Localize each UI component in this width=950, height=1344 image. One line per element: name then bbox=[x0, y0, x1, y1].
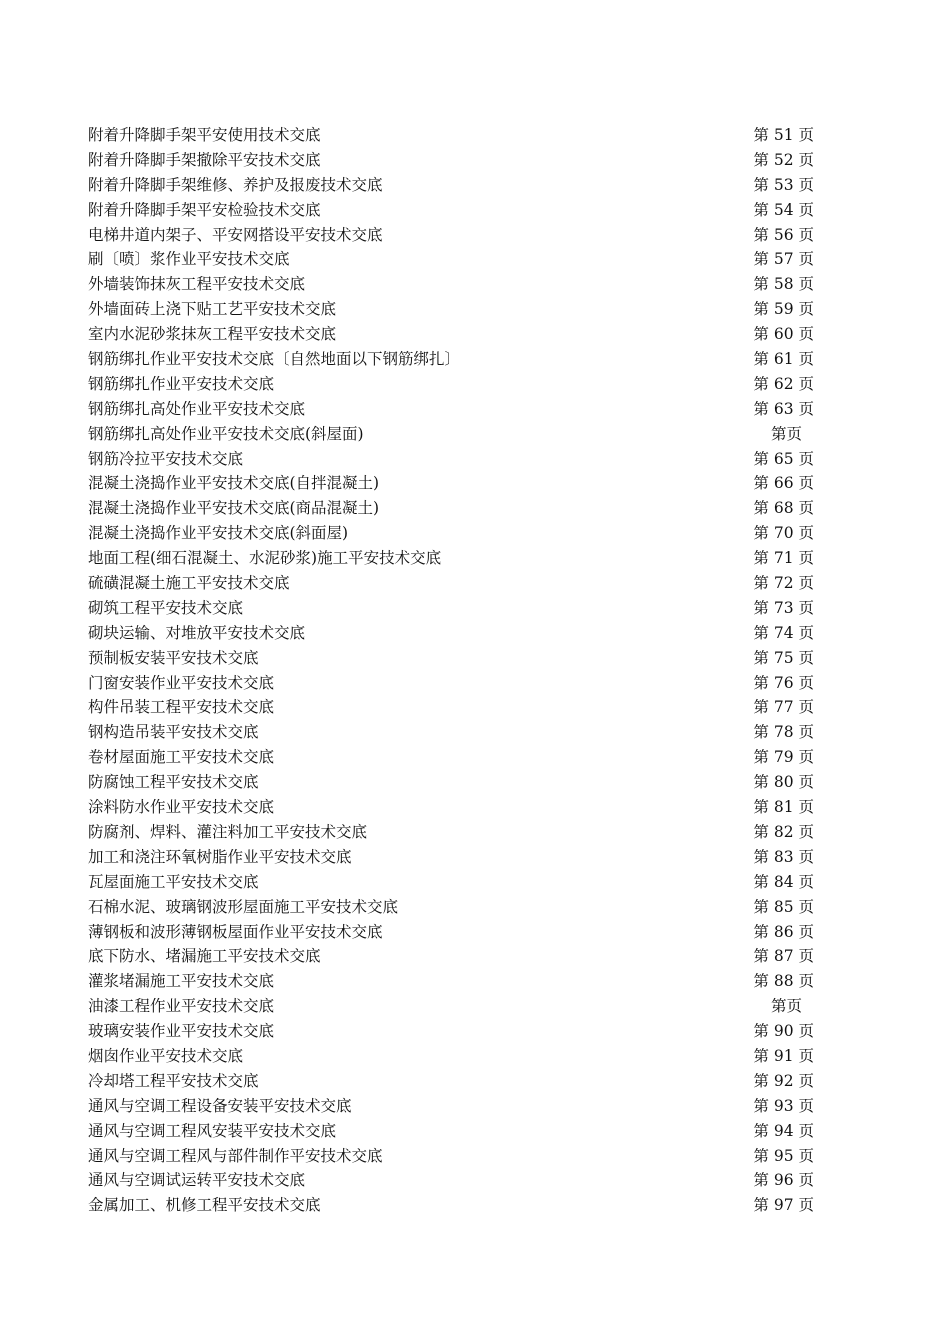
toc-entry-title: 通风与空调工程风与部件制作平安技术交底 bbox=[88, 1146, 383, 1165]
toc-entry-title: 涂料防水作业平安技术交底 bbox=[88, 798, 275, 817]
toc-entry-title: 混凝土浇捣作业平安技术交底(斜面屋) bbox=[88, 524, 349, 543]
toc-entry-title: 附着升降脚手架维修、养护及报废技术交底 bbox=[88, 175, 383, 194]
toc-entry bbox=[88, 223, 814, 248]
toc-entry bbox=[88, 322, 814, 347]
toc-entry-page: 第 59 页 bbox=[753, 300, 814, 319]
toc-entry bbox=[88, 895, 814, 920]
toc-entry bbox=[88, 521, 814, 546]
toc-entry-page: 第 68 页 bbox=[753, 499, 814, 518]
toc-entry-title: 门窗安装作业平安技术交底 bbox=[88, 673, 275, 692]
toc-entry bbox=[88, 646, 814, 671]
toc-entry bbox=[88, 920, 814, 945]
toc-entry-page: 第 74 页 bbox=[753, 623, 814, 642]
toc-entry-title: 外墙面砖上浇下贴工艺平安技术交底 bbox=[88, 300, 337, 319]
toc-entry-page: 第 56 页 bbox=[753, 225, 814, 244]
toc-entry-page: 第 96 页 bbox=[753, 1171, 814, 1190]
toc-entry bbox=[88, 297, 814, 322]
toc-entry bbox=[88, 148, 814, 173]
toc-entry bbox=[88, 845, 814, 870]
toc-entry-title: 钢筋绑扎高处作业平安技术交底(斜屋面) bbox=[88, 424, 364, 443]
toc-entry bbox=[88, 123, 814, 148]
toc-entry-page: 第 78 页 bbox=[753, 723, 814, 742]
toc-entry bbox=[88, 347, 814, 372]
toc-entry-page: 第 57 页 bbox=[753, 250, 814, 269]
toc-entry-title: 混凝土浇捣作业平安技术交底(自拌混凝土) bbox=[88, 474, 380, 493]
toc-entry-page: 第 52 页 bbox=[753, 150, 814, 169]
toc-entry-title: 附着升降脚手架平安使用技术交底 bbox=[88, 126, 321, 144]
toc-entry-title: 硫磺混凝土施工平安技术交底 bbox=[88, 574, 290, 593]
toc-entry-page: 第 95 页 bbox=[753, 1146, 814, 1165]
toc-entry-title: 砌筑工程平安技术交底 bbox=[88, 598, 244, 617]
toc-entry-title: 附着升降脚手架撤除平安技术交底 bbox=[88, 150, 321, 169]
toc-entry bbox=[88, 496, 814, 521]
toc-entry-title: 附着升降脚手架平安检验技术交底 bbox=[88, 200, 321, 219]
toc-entry bbox=[88, 1044, 814, 1069]
toc-entry bbox=[88, 272, 814, 297]
toc-entry-title: 钢构造吊装平安技术交底 bbox=[88, 723, 259, 742]
toc-entry bbox=[88, 1168, 814, 1193]
toc-entry bbox=[88, 770, 814, 795]
toc-entry bbox=[88, 994, 814, 1019]
toc-entry-page: 第页 bbox=[770, 997, 802, 1016]
toc-entry-title: 卷材屋面施工平安技术交底 bbox=[88, 748, 275, 767]
toc-entry bbox=[88, 671, 814, 696]
toc-entry-page: 第 94 页 bbox=[753, 1121, 814, 1140]
toc-entry-title: 通风与空调工程设备安装平安技术交底 bbox=[88, 1096, 352, 1115]
toc-entry-page: 第 81 页 bbox=[753, 798, 814, 817]
toc-entry-page: 第 79 页 bbox=[753, 748, 814, 767]
toc-entry-page: 第 72 页 bbox=[753, 574, 814, 593]
toc-entry-page: 第 88 页 bbox=[753, 972, 814, 991]
toc-entry-title: 混凝土浇捣作业平安技术交底(商品混凝土) bbox=[88, 499, 380, 518]
toc-entry-title: 地面工程(细石混凝土、水泥砂浆)施工平安技术交底 bbox=[88, 549, 442, 568]
toc-entry-title: 构件吊装工程平安技术交底 bbox=[88, 698, 275, 717]
toc-entry bbox=[88, 198, 814, 223]
toc-entry-title: 金属加工、机修工程平安技术交底 bbox=[88, 1196, 321, 1215]
toc-entry-page: 第 51 页 bbox=[753, 126, 814, 144]
toc-entry-title: 通风与空调试运转平安技术交底 bbox=[88, 1171, 306, 1190]
toc-entry-page: 第 71 页 bbox=[753, 549, 814, 568]
toc-entry bbox=[88, 720, 814, 745]
toc-entry-title: 钢筋绑扎作业平安技术交底〔自然地面以下钢筋绑扎〕 bbox=[88, 350, 461, 369]
toc-entry bbox=[88, 1144, 814, 1169]
toc-entry-title: 钢筋绑扎作业平安技术交底 bbox=[88, 374, 275, 393]
toc-entry bbox=[88, 745, 814, 770]
toc-entry-page: 第 90 页 bbox=[753, 1022, 814, 1041]
toc-entry-page: 第 61 页 bbox=[753, 350, 814, 369]
toc-entry-title: 防腐蚀工程平安技术交底 bbox=[88, 773, 259, 792]
toc-entry-page: 第 73 页 bbox=[753, 598, 814, 617]
toc-entry-page: 第 63 页 bbox=[753, 399, 814, 418]
toc-entry bbox=[88, 1119, 814, 1144]
toc-entry-title: 底下防水、堵漏施工平安技术交底 bbox=[88, 947, 321, 966]
toc-entry-title: 灌浆堵漏施工平安技术交底 bbox=[88, 972, 275, 991]
toc-entry bbox=[88, 1193, 814, 1218]
toc-entry-title: 钢筋冷拉平安技术交底 bbox=[88, 449, 244, 468]
toc-entry-title: 防腐剂、焊料、灌注料加工平安技术交底 bbox=[88, 822, 368, 841]
toc-entry-page: 第 62 页 bbox=[753, 374, 814, 393]
toc-entry-title: 加工和浇注环氧树脂作业平安技术交底 bbox=[88, 847, 352, 866]
toc-entry-title: 石棉水泥、玻璃钢波形屋面施工平安技术交底 bbox=[88, 897, 399, 916]
toc-entry bbox=[88, 621, 814, 646]
toc-entry bbox=[88, 571, 814, 596]
toc-entry bbox=[88, 397, 814, 422]
toc-entry-page: 第页 bbox=[770, 424, 802, 443]
toc-entry-page: 第 54 页 bbox=[753, 200, 814, 219]
toc-entry-title: 瓦屋面施工平安技术交底 bbox=[88, 872, 259, 891]
toc-entry-page: 第 84 页 bbox=[753, 872, 814, 891]
toc-entry bbox=[88, 596, 814, 621]
toc-entry-page: 第 65 页 bbox=[753, 449, 814, 468]
toc-entry bbox=[88, 471, 814, 496]
toc-entry-page: 第 93 页 bbox=[753, 1096, 814, 1115]
toc-entry-page: 第 76 页 bbox=[753, 673, 814, 692]
toc-entry-title: 钢筋绑扎高处作业平安技术交底 bbox=[88, 399, 306, 418]
toc-entry-title: 薄钢板和波形薄钢板屋面作业平安技术交底 bbox=[88, 922, 383, 941]
toc-entry-page: 第 77 页 bbox=[753, 698, 814, 717]
toc-entry-page: 第 97 页 bbox=[753, 1196, 814, 1215]
table-of-contents bbox=[88, 123, 814, 1218]
toc-entry bbox=[88, 1069, 814, 1094]
toc-entry bbox=[88, 795, 814, 820]
toc-entry-title: 预制板安装平安技术交底 bbox=[88, 648, 259, 667]
toc-entry-title: 通风与空调工程风安装平安技术交底 bbox=[88, 1121, 337, 1140]
toc-entry bbox=[88, 247, 814, 272]
toc-entry-page: 第 86 页 bbox=[753, 922, 814, 941]
toc-entry bbox=[88, 422, 814, 447]
toc-entry-page: 第 58 页 bbox=[753, 275, 814, 294]
toc-entry-page: 第 92 页 bbox=[753, 1071, 814, 1090]
toc-entry-title: 刷〔喷〕浆作业平安技术交底 bbox=[88, 250, 290, 269]
toc-entry-page: 第 66 页 bbox=[753, 474, 814, 493]
toc-entry-page: 第 83 页 bbox=[753, 847, 814, 866]
toc-entry-page: 第 70 页 bbox=[753, 524, 814, 543]
toc-entry-page: 第 60 页 bbox=[753, 325, 814, 344]
toc-entry bbox=[88, 969, 814, 994]
toc-entry-title: 室内水泥砂浆抹灰工程平安技术交底 bbox=[88, 325, 337, 344]
toc-entry-page: 第 53 页 bbox=[753, 175, 814, 194]
toc-entry-page: 第 85 页 bbox=[753, 897, 814, 916]
toc-entry-title: 油漆工程作业平安技术交底 bbox=[88, 997, 275, 1016]
toc-entry bbox=[88, 546, 814, 571]
toc-entry bbox=[88, 695, 814, 720]
toc-entry-page: 第 87 页 bbox=[753, 947, 814, 966]
toc-entry bbox=[88, 1019, 814, 1044]
toc-entry bbox=[88, 173, 814, 198]
toc-entry bbox=[88, 1094, 814, 1119]
toc-entry bbox=[88, 447, 814, 472]
toc-entry-page: 第 91 页 bbox=[753, 1046, 814, 1065]
toc-entry-page: 第 80 页 bbox=[753, 773, 814, 792]
toc-entry-title: 玻璃安装作业平安技术交底 bbox=[88, 1022, 275, 1041]
toc-entry bbox=[88, 870, 814, 895]
toc-entry-title: 冷却塔工程平安技术交底 bbox=[88, 1071, 259, 1090]
toc-entry-page: 第 75 页 bbox=[753, 648, 814, 667]
toc-entry bbox=[88, 944, 814, 969]
toc-entry-title: 烟囱作业平安技术交底 bbox=[88, 1046, 244, 1065]
toc-entry-title: 外墙装饰抹灰工程平安技术交底 bbox=[88, 275, 306, 294]
toc-entry-page: 第 82 页 bbox=[753, 822, 814, 841]
toc-entry bbox=[88, 820, 814, 845]
toc-entry-title: 电梯井道内架子、平安网搭设平安技术交底 bbox=[88, 225, 383, 244]
toc-entry-title: 砌块运输、对堆放平安技术交底 bbox=[88, 623, 306, 642]
toc-entry bbox=[88, 372, 814, 397]
